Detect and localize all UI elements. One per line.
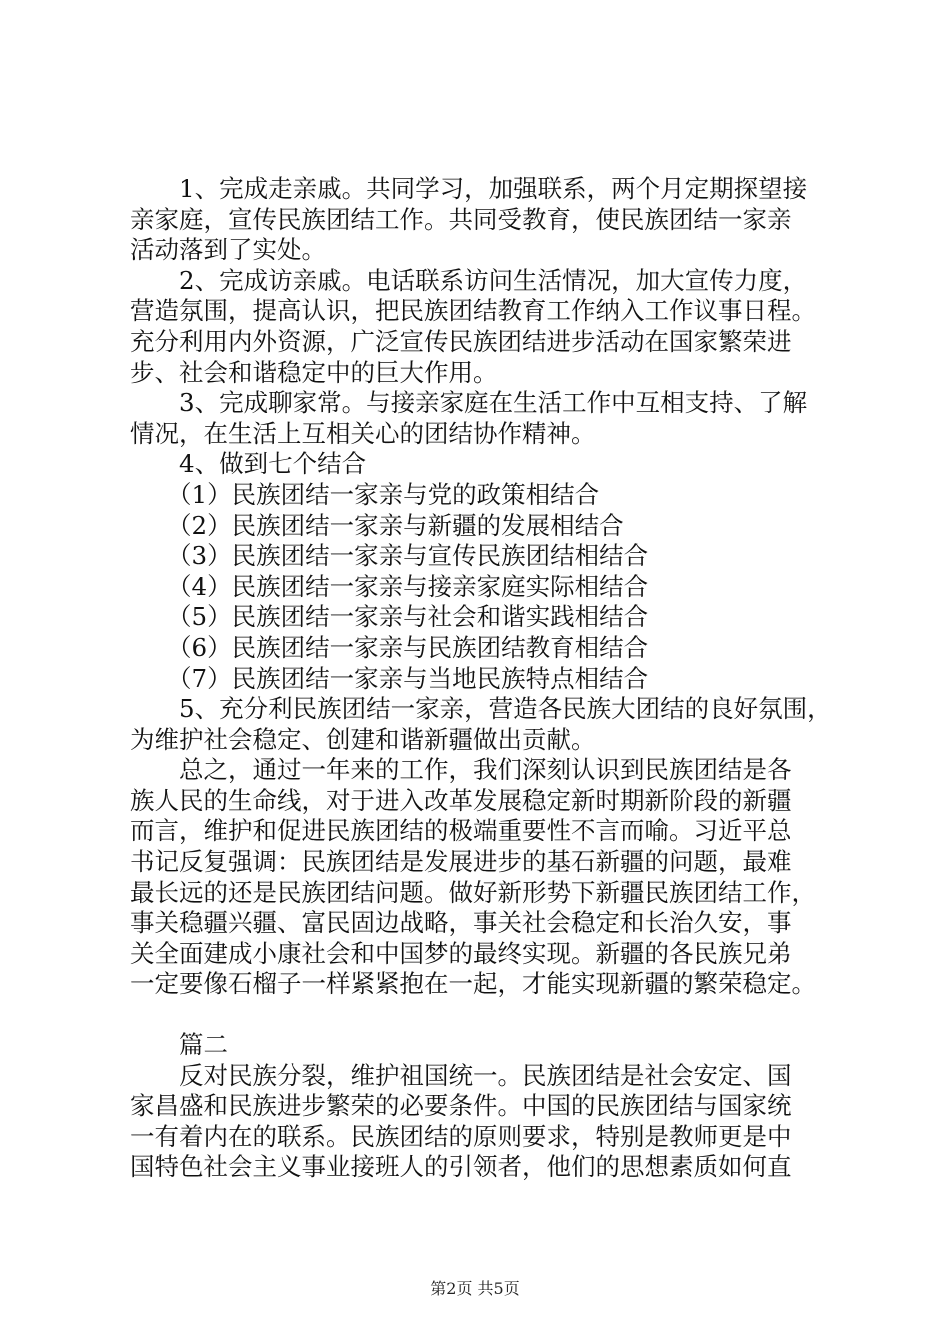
paragraph-line: 而言，维护和促进民族团结的极端重要性不言而喻。习近平总	[130, 816, 792, 846]
paragraph-line: 5、充分利民族团结一家亲，营造各民族大团结的良好氛围，	[179, 694, 832, 724]
paragraph-line: 反对民族分裂，维护祖国统一。民族团结是社会安定、国	[179, 1060, 792, 1090]
paragraph-line: 一定要像石榴子一样紧紧抱在一起，才能实现新疆的繁荣稳定。	[130, 969, 816, 999]
paragraph-line: 国特色社会主义事业接班人的引领者，他们的思想素质如何直	[130, 1152, 792, 1182]
paragraph-line: 总之，通过一年来的工作，我们深刻认识到民族团结是各	[179, 755, 792, 785]
list-item: （2）民族团结一家亲与新疆的发展相结合	[167, 510, 624, 540]
paragraph-line: 亲家庭，宣传民族团结工作。共同受教育，使民族团结一家亲	[130, 204, 792, 234]
paragraph-line: 事关稳疆兴疆、富民固边战略，事关社会稳定和长治久安，事	[130, 908, 792, 938]
list-item: （5）民族团结一家亲与社会和谐实践相结合	[167, 602, 649, 632]
paragraph-line: 活动落到了实处。	[130, 235, 326, 265]
list-item: （4）民族团结一家亲与接亲家庭实际相结合	[167, 571, 649, 601]
section-heading: 篇二	[179, 1030, 228, 1060]
paragraph-line: 最长远的还是民族团结问题。做好新形势下新疆民族团结工作，	[130, 877, 816, 907]
list-item: （1）民族团结一家亲与党的政策相结合	[167, 479, 600, 509]
list-item: （3）民族团结一家亲与宣传民族团结相结合	[167, 541, 649, 571]
paragraph-line: 3、完成聊家常。与接亲家庭在生活工作中互相支持、了解	[179, 388, 808, 418]
paragraph-line: 家昌盛和民族进步繁荣的必要条件。中国的民族团结与国家统	[130, 1091, 792, 1121]
paragraph-line: 书记反复强调：民族团结是发展进步的基石新疆的问题，最难	[130, 847, 792, 877]
paragraph-line: 2、完成访亲戚。电话联系访问生活情况，加大宣传力度，	[179, 265, 808, 295]
paragraph-line: 步、社会和谐稳定中的巨大作用。	[130, 357, 498, 387]
paragraph-line: 充分利用内外资源，广泛宣传民族团结进步活动在国家繁荣进	[130, 326, 792, 356]
paragraph-line: 一有着内在的联系。民族团结的原则要求，特别是教师更是中	[130, 1121, 792, 1151]
paragraph-line: 4、做到七个结合	[179, 449, 367, 479]
paragraph-line: 情况，在生活上互相关心的团结协作精神。	[130, 418, 596, 448]
document-body	[130, 174, 852, 1183]
list-item: （6）民族团结一家亲与民族团结教育相结合	[167, 632, 649, 662]
paragraph-line: 营造氛围，提高认识，把民族团结教育工作纳入工作议事日程。	[130, 296, 816, 326]
paragraph-line: 关全面建成小康社会和中国梦的最终实现。新疆的各民族兄弟	[130, 938, 792, 968]
section-gap	[130, 1000, 852, 1030]
paragraph-line: 为维护社会稳定、创建和谐新疆做出贡献。	[130, 724, 596, 754]
page-footer: 第2页 共5页	[430, 1279, 520, 1298]
paragraph-line: 族人民的生命线，对于进入改革发展稳定新时期新阶段的新疆	[130, 785, 792, 815]
paragraph-line: 1、完成走亲戚。共同学习，加强联系，两个月定期探望接	[179, 174, 808, 203]
list-item: （7）民族团结一家亲与当地民族特点相结合	[167, 663, 649, 693]
